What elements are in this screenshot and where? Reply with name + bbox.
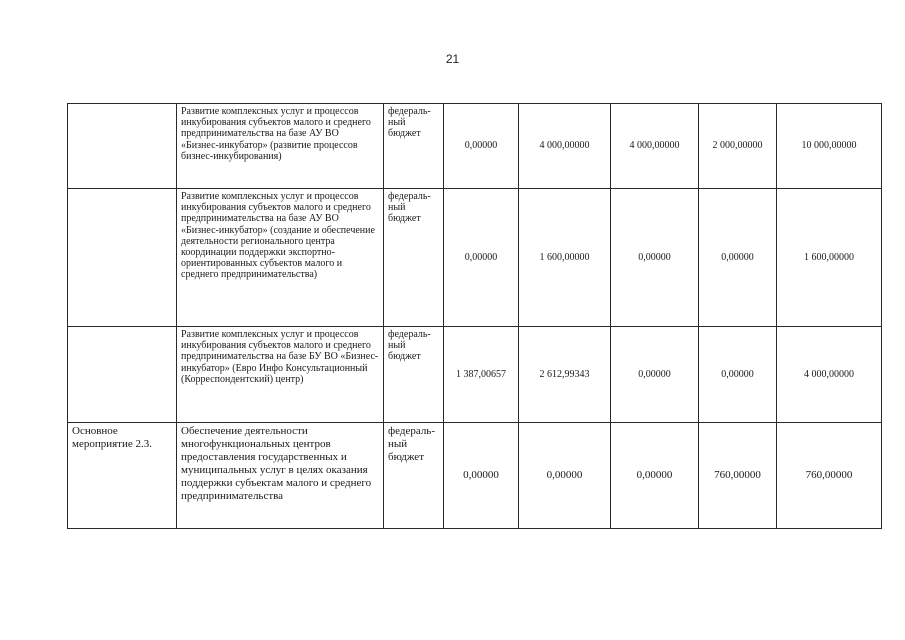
value-cell: 2 612,99343 xyxy=(519,327,611,423)
value-cell: 760,00000 xyxy=(699,423,777,529)
value-cell: 0,00000 xyxy=(611,423,699,529)
value-cell: 0,00000 xyxy=(611,327,699,423)
table-row xyxy=(68,104,882,189)
funding-source-cell: федераль-ный бюджет xyxy=(384,189,444,327)
funding-source-cell: федераль-ный бюджет xyxy=(384,104,444,189)
value-cell: 0,00000 xyxy=(519,423,611,529)
total-cell: 4 000,00000 xyxy=(777,327,882,423)
table-row xyxy=(68,189,882,327)
value-cell: 4 000,00000 xyxy=(611,104,699,189)
measure-name-cell: Обеспечение деятельности многофункциональных центров предоставления государственных и муниципальных услуг в целях оказания поддержки субъектам малого и среднего предпринимательства xyxy=(177,423,384,529)
value-cell: 0,00000 xyxy=(444,104,519,189)
value-cell: 0,00000 xyxy=(444,189,519,327)
total-cell: 10 000,00000 xyxy=(777,104,882,189)
value-cell: 0,00000 xyxy=(699,327,777,423)
table-row xyxy=(68,327,882,423)
event-cell xyxy=(68,327,177,423)
budget-table xyxy=(67,103,882,529)
total-cell: 1 600,00000 xyxy=(777,189,882,327)
value-cell: 4 000,00000 xyxy=(519,104,611,189)
measure-name-cell: Развитие комплексных услуг и процессов инкубирования субъектов малого и среднего предпринимательства на базе БУ ВО «Бизнес-инкубатор» (Евро Инфо Консультационный (Корреспондентский) центр) xyxy=(177,327,384,423)
measure-name-cell: Развитие комплексных услуг и процессов инкубирования субъектов малого и среднего предпринимательства на базе АУ ВО «Бизнес-инкубатор» (развитие процессов бизнес-инкубирования) xyxy=(177,104,384,189)
funding-source-cell: федераль-ный бюджет xyxy=(384,327,444,423)
page-number: 21 xyxy=(445,52,460,66)
event-cell: Основное мероприятие 2.3. xyxy=(68,423,177,529)
funding-source-cell: федераль-ный бюджет xyxy=(384,423,444,529)
total-cell: 760,00000 xyxy=(777,423,882,529)
value-cell: 0,00000 xyxy=(611,189,699,327)
measure-name-cell: Развитие комплексных услуг и процессов инкубирования субъектов малого и среднего предпринимательства на базе АУ ВО «Бизнес-инкубатор» (создание и обеспечение деятельности регионального центра координации поддержки экспортно-ориентированных субъектов малого и среднего предпринимательства) xyxy=(177,189,384,327)
value-cell: 1 387,00657 xyxy=(444,327,519,423)
value-cell: 0,00000 xyxy=(699,189,777,327)
value-cell: 2 000,00000 xyxy=(699,104,777,189)
event-cell xyxy=(68,104,177,189)
value-cell: 1 600,00000 xyxy=(519,189,611,327)
value-cell: 0,00000 xyxy=(444,423,519,529)
table-row xyxy=(68,423,882,529)
event-cell xyxy=(68,189,177,327)
